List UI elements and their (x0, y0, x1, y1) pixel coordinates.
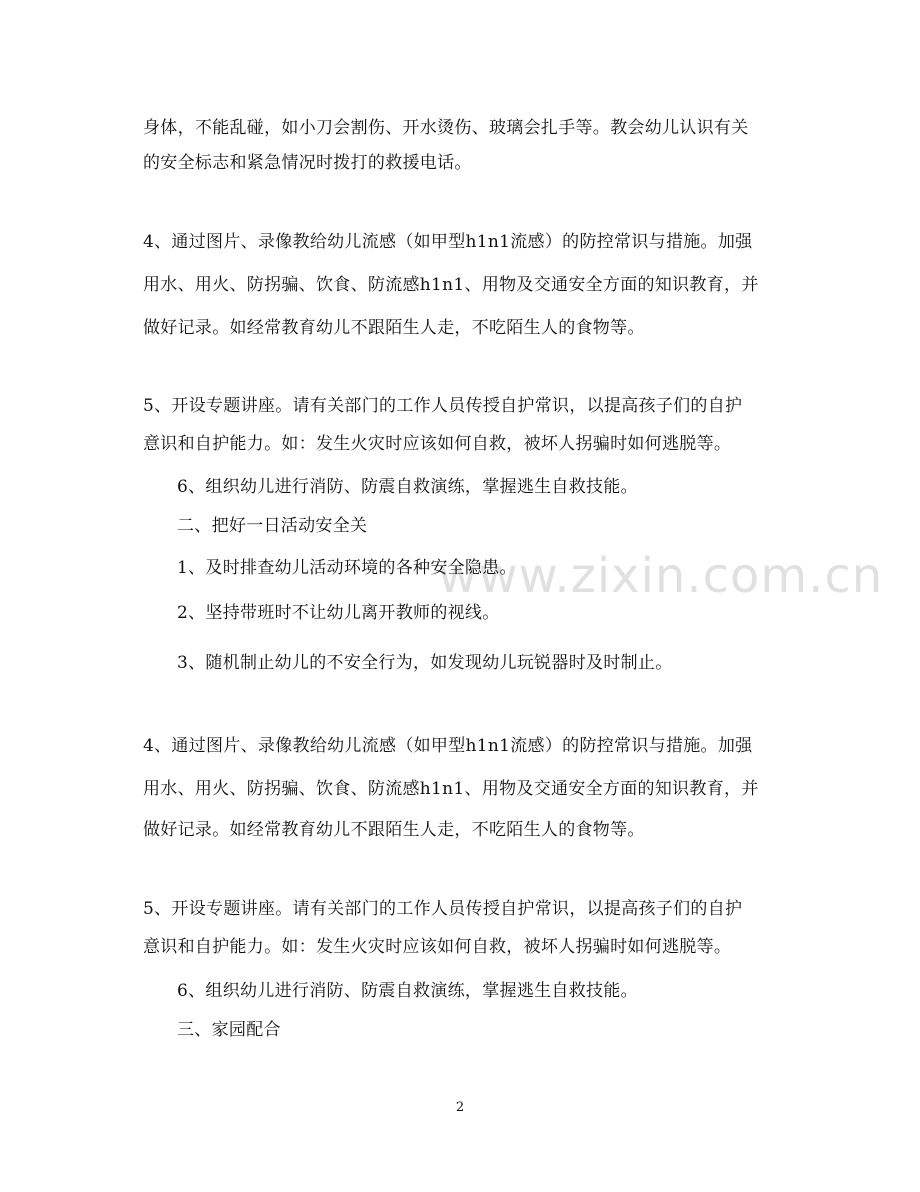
text-line: 意识和自护能力。如：发生火灾时应该如何自救，被坏人拐骗时如何逃脱等。 (143, 434, 732, 454)
page-number: 2 (455, 1100, 465, 1115)
text-line: 意识和自护能力。如：发生火灾时应该如何自救，被坏人拐骗时如何逃脱等。 (143, 937, 732, 957)
text-line: 6、组织幼儿进行消防、防震自救演练，掌握逃生自救技能。 (177, 981, 638, 1001)
text-line: 用水、用火、防拐骗、饮食、防流感h1n1、用物及交通安全方面的知识教育，并 (143, 275, 759, 295)
section-heading: 三、家园配合 (177, 1020, 281, 1040)
text-line: 做好记录。如经常教育幼儿不跟陌生人走，不吃陌生人的食物等。 (143, 820, 645, 840)
text-line: 用水、用火、防拐骗、饮食、防流感h1n1、用物及交通安全方面的知识教育，并 (143, 779, 759, 799)
text-line: 5、开设专题讲座。请有关部门的工作人员传授自护常识，以提高孩子们的自护 (143, 899, 743, 919)
section-heading: 二、把好一日活动安全关 (177, 516, 368, 536)
text-line: 3、随机制止幼儿的不安全行为，如发现幼儿玩锐器时及时制止。 (177, 653, 673, 673)
text-line: 4、通过图片、录像教给幼儿流感（如甲型h1n1流感）的防控常识与措施。加强 (143, 736, 753, 756)
watermark: www.zixin.com.cn (438, 548, 884, 604)
text-line: 的安全标志和紧急情况时拨打的救援电话。 (143, 153, 472, 173)
text-line: 5、开设专题讲座。请有关部门的工作人员传授自护常识，以提高孩子们的自护 (143, 396, 743, 416)
text-line: 6、组织幼儿进行消防、防震自救演练，掌握逃生自救技能。 (177, 477, 638, 497)
text-line: 1、及时排查幼儿活动环境的各种安全隐患。 (177, 558, 517, 578)
text-line: 2、坚持带班时不让幼儿离开教师的视线。 (177, 603, 500, 623)
text-line: 4、通过图片、录像教给幼儿流感（如甲型h1n1流感）的防控常识与措施。加强 (143, 232, 753, 252)
text-line: 身体，不能乱碰，如小刀会割伤、开水烫伤、玻璃会扎手等。教会幼儿认识有关 (143, 118, 749, 138)
text-line: 做好记录。如经常教育幼儿不跟陌生人走，不吃陌生人的食物等。 (143, 318, 645, 338)
